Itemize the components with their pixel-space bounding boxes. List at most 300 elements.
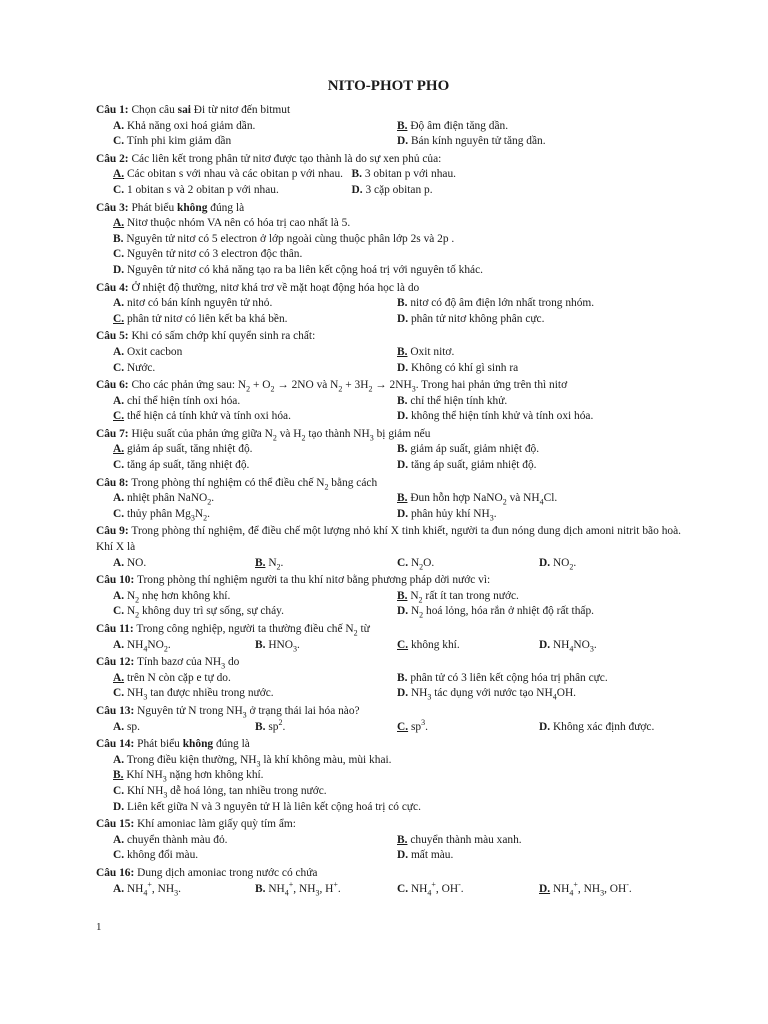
page-title: NITO-PHOT PHO (327, 78, 450, 94)
answer-option (397, 507, 681, 523)
question-stem (96, 427, 681, 443)
text-run: , OH (435, 882, 459, 895)
answer-option (113, 312, 397, 328)
subscript: 4 (427, 887, 432, 897)
superscript: 2 (278, 717, 283, 727)
option-row (113, 768, 681, 784)
option-row (113, 296, 681, 312)
answer-options (96, 833, 681, 864)
option-label-marked: B. (397, 119, 408, 132)
option-label: C. (113, 849, 125, 862)
superscript: + (147, 879, 152, 889)
text-run: NH (410, 687, 428, 700)
answer-option (397, 119, 681, 135)
question (96, 201, 681, 279)
subscript: 4 (539, 497, 544, 507)
text-run: . (593, 638, 597, 651)
answer-option (255, 717, 397, 736)
option-label: C. (397, 556, 409, 569)
text-run: Oxit cacbon (126, 345, 183, 358)
question-stem (96, 201, 681, 217)
subscript: 2 (353, 628, 358, 638)
answer-option (113, 800, 421, 816)
superscript: + (573, 879, 578, 889)
option-label: D. (539, 720, 551, 733)
text-run: → 2NO và N (274, 379, 339, 392)
answer-option (397, 717, 539, 736)
text-run: Tính bazơ của NH (136, 656, 222, 669)
text-run: N (410, 589, 419, 602)
question-list (96, 103, 681, 897)
option-row (113, 263, 681, 279)
option-row (113, 848, 681, 864)
subscript: 2 (324, 481, 329, 491)
option-label: D. (351, 183, 363, 196)
superscript: + (333, 879, 338, 889)
answer-option (539, 638, 681, 654)
answer-option (113, 556, 255, 572)
page-number: 1 (96, 921, 102, 933)
text-run: OH. (556, 687, 577, 700)
subscript: 2 (569, 561, 574, 571)
option-row (113, 345, 681, 361)
text-run: và H (276, 427, 302, 440)
answer-option (397, 491, 681, 507)
text-run: chỉ thể hiện tính oxi hóa. (126, 394, 241, 407)
question (96, 524, 681, 571)
option-label-marked: C. (397, 638, 409, 651)
subscript: 3 (489, 513, 494, 523)
question-stem (96, 737, 681, 753)
option-row (113, 183, 681, 199)
text-run: 3 obitan p với nhau. (364, 168, 456, 181)
text-run: Không có khí gì sinh ra (410, 361, 519, 374)
answer-option (113, 183, 352, 199)
option-label: A. (113, 833, 125, 846)
option-label-marked: B. (397, 345, 408, 358)
text-run: Oxit nitơ. (410, 345, 455, 358)
answer-options (96, 345, 681, 376)
answer-option (397, 879, 539, 898)
text-run: tác dụng với nước tạo NH (431, 687, 553, 700)
question (96, 573, 681, 620)
option-row (113, 638, 681, 654)
bold-text: không (177, 201, 208, 214)
option-label: B. (397, 297, 408, 310)
superscript: - (626, 879, 629, 889)
text-run: thể hiện cả tính khử và tính oxi hóa. (126, 410, 291, 423)
answer-options (96, 442, 681, 473)
text-run: Hiệu suất của phản ứng giữa N (131, 427, 273, 440)
answer-option (397, 409, 681, 425)
subscript: 2 (419, 610, 424, 620)
text-run: N (410, 556, 420, 569)
question (96, 817, 681, 864)
text-run: Ở nhiệt độ thường, nitơ khá trơ về mặt hoạt động hóa học là do (131, 281, 420, 294)
option-label: D. (113, 263, 125, 276)
document-page (96, 72, 681, 899)
text-run: phân hủy khí NH (410, 507, 490, 520)
subscript: 2 (419, 561, 424, 571)
option-label: B. (113, 232, 124, 245)
text-run: phân tử có 3 liên kết cộng hóa trị phân cực. (410, 671, 608, 684)
text-run: không khí. (410, 638, 460, 651)
text-run: 3 cặp obitan p. (365, 183, 433, 196)
text-run: + 3H (342, 379, 369, 392)
option-label: D. (397, 135, 409, 148)
subscript: 3 (242, 710, 247, 720)
option-label: D. (397, 410, 409, 423)
question-stem (96, 524, 681, 555)
question (96, 378, 681, 425)
option-label: A. (113, 753, 125, 766)
option-row (113, 784, 681, 800)
text-run: Dung dịch amoniac trong nước có chứa (137, 866, 318, 879)
option-row (113, 232, 681, 248)
option-label: A. (113, 492, 125, 505)
text-run: Chọn câu (131, 104, 178, 116)
question-stem (96, 622, 681, 638)
option-label: C. (113, 459, 125, 472)
option-label: A. (113, 556, 125, 569)
text-run: Độ âm điện tăng dần. (410, 119, 509, 132)
answer-option (397, 296, 681, 312)
question-number: Câu 4: (96, 281, 129, 294)
text-run: N (410, 605, 420, 618)
option-row (113, 833, 681, 849)
text-run: NO. (126, 556, 147, 569)
answer-option (113, 409, 397, 425)
answer-option (113, 232, 454, 248)
bold-text: sai (177, 104, 191, 116)
question-stem (96, 655, 681, 671)
answer-option (397, 848, 681, 864)
subscript: 3 (315, 887, 320, 897)
text-run: . (282, 720, 286, 733)
text-run: tạo thành NH (305, 427, 370, 440)
text-run: là khí không màu, mùi khai. (260, 753, 392, 766)
text-run: NH (126, 638, 144, 651)
option-row (113, 753, 681, 769)
question-number: Câu 8: (96, 476, 129, 489)
subscript: 2 (270, 384, 275, 394)
text-run: giảm áp suất, tăng nhiệt độ. (126, 443, 253, 456)
answer-option (113, 361, 397, 377)
answer-option (397, 442, 681, 458)
answer-option (397, 686, 681, 702)
option-label: D. (397, 459, 409, 472)
subscript: 2 (135, 595, 140, 605)
question (96, 329, 681, 376)
option-row (113, 394, 681, 410)
text-run: Nitơ thuộc nhóm VA nên có hóa trị cao nhất là 5. (126, 217, 351, 230)
text-run: N (268, 556, 277, 569)
text-run: Nguyên tử nitơ có 3 electron độc thân. (126, 248, 303, 261)
subscript: 2 (276, 561, 281, 571)
text-run: Cho các phản ứng sau: N (131, 379, 247, 392)
option-label-marked: B. (397, 492, 408, 505)
subscript: 4 (143, 887, 148, 897)
option-label: A. (113, 297, 125, 310)
option-row (113, 119, 681, 135)
answer-option (397, 312, 681, 328)
answer-option (397, 833, 681, 849)
text-run: . (167, 638, 171, 651)
text-run: N (126, 605, 136, 618)
question-number: Câu 1: (96, 104, 129, 116)
subscript: 3 (221, 661, 226, 671)
question-stem (96, 573, 681, 589)
text-run: và NH (506, 492, 540, 505)
text-run: NO (573, 638, 590, 651)
text-run: N (194, 507, 204, 520)
option-label-marked: C. (113, 410, 125, 423)
text-run: Liên kết giữa N và 3 nguyên tử H là liên kết cộng hoá trị có cực. (126, 800, 421, 813)
answer-option (113, 848, 397, 864)
option-label: D. (397, 605, 409, 618)
text-run: bị giảm nếu (373, 427, 431, 440)
answer-option (397, 345, 681, 361)
option-row (113, 442, 681, 458)
text-run: 1 obitan s và 2 obitan p với nhau. (126, 183, 279, 196)
question-stem (96, 329, 681, 345)
option-row (113, 686, 681, 702)
subscript: 2 (203, 513, 208, 523)
text-run: Trong phòng thí nghiệm, để điều chế một lượng nhỏ khí X tinh khiết, người ta đun nóng dung dịch amoni nitrit bão hoà. Khí X là (96, 525, 681, 554)
text-run: Khả năng oxi hoá giảm dần. (126, 119, 256, 132)
option-label: A. (113, 345, 125, 358)
answer-options (96, 589, 681, 620)
answer-option (113, 296, 397, 312)
option-row (113, 589, 681, 605)
option-label: D. (397, 507, 409, 520)
text-run: Trong phòng thí nghiệm có thể điều chế N (131, 476, 325, 489)
option-label: A. (113, 720, 125, 733)
option-label: C. (113, 784, 125, 797)
answer-options (96, 717, 681, 736)
option-row (113, 409, 681, 425)
text-run: , OH (604, 882, 627, 895)
text-run: Khi có sấm chớp khí quyển sinh ra chất: (131, 330, 316, 343)
answer-option (113, 638, 255, 654)
text-run: Cl. (543, 492, 558, 505)
subscript: 2 (301, 433, 306, 443)
option-row (113, 312, 681, 328)
option-label: C. (397, 882, 409, 895)
answer-option (113, 345, 397, 361)
answer-option (113, 720, 255, 736)
text-run: , H (319, 882, 334, 895)
option-label: B. (351, 168, 362, 181)
answer-option (397, 671, 681, 687)
question-stem (96, 704, 681, 720)
text-run: . Trong hai phản ứng trên thì nitơ (415, 379, 568, 392)
subscript: 4 (284, 887, 289, 897)
question-stem (96, 378, 681, 394)
option-label: B. (397, 394, 408, 407)
answer-option (113, 167, 352, 183)
option-row (113, 556, 681, 572)
text-run: → 2NH (372, 379, 412, 392)
answer-options (96, 879, 681, 898)
superscript: 3 (421, 717, 426, 727)
question (96, 704, 681, 735)
bold-text: không (182, 738, 214, 751)
answer-option (397, 604, 681, 620)
question-stem (96, 152, 681, 168)
answer-option (255, 556, 397, 572)
option-label: D. (397, 312, 409, 325)
option-label: C. (113, 605, 125, 618)
answer-option (539, 556, 681, 572)
option-row (113, 458, 681, 474)
answer-option (113, 442, 397, 458)
option-row (113, 247, 681, 263)
question-number: Câu 13: (96, 704, 135, 717)
option-label: D. (397, 687, 409, 700)
text-run: . (337, 882, 341, 895)
option-label: C. (113, 248, 125, 261)
option-label-marked: A. (113, 168, 125, 181)
text-run: Khí NH (126, 784, 164, 797)
answer-option (113, 671, 397, 687)
answer-option (539, 879, 681, 898)
subscript: 2 (135, 610, 140, 620)
subscript: 2 (272, 433, 277, 443)
answer-option (397, 361, 681, 377)
text-run: NH (552, 882, 570, 895)
answer-options (96, 671, 681, 702)
answer-option (397, 589, 681, 605)
answer-option (397, 556, 539, 572)
text-run: sp. (126, 720, 140, 733)
text-run: . (211, 492, 215, 505)
option-label: B. (397, 671, 408, 684)
text-run: , NH (577, 882, 601, 895)
text-run: N (126, 589, 136, 602)
text-run: chỉ thể hiện tính khử. (410, 394, 508, 407)
subscript: 2 (502, 497, 507, 507)
text-run: sp (410, 720, 422, 733)
question (96, 655, 681, 702)
option-row (113, 879, 681, 898)
text-run: phân tử nitơ có liên kết ba khá bền. (126, 312, 288, 325)
subscript: 4 (143, 643, 148, 653)
text-run: Các obitan s với nhau và các obitan p với nhau. (126, 168, 344, 181)
text-run: NO (552, 556, 570, 569)
question-number: Câu 16: (96, 866, 135, 879)
option-row (113, 361, 681, 377)
option-label-marked: A. (113, 217, 125, 230)
subscript: 2 (418, 595, 423, 605)
subscript: 2 (207, 497, 212, 507)
text-run: Đi từ nitơ đến bitmut (190, 104, 291, 116)
option-label: B. (397, 443, 408, 456)
subscript: 4 (552, 692, 557, 702)
question-stem (96, 103, 681, 119)
answer-option (113, 134, 397, 150)
answer-option (113, 263, 483, 279)
subscript: 3 (293, 643, 297, 653)
option-label-marked: C. (397, 720, 409, 733)
option-label: B. (255, 720, 266, 733)
answer-option (113, 247, 302, 263)
option-row (113, 800, 681, 816)
subscript: 3 (600, 887, 605, 897)
subscript: 3 (162, 774, 167, 784)
text-run: NO (147, 638, 164, 651)
text-run: dễ hoá lỏng, tan nhiều trong nước. (167, 784, 327, 797)
option-label-marked: A. (113, 671, 125, 684)
answer-option (113, 394, 397, 410)
text-run: . (425, 720, 428, 733)
text-run: Khí NH (126, 769, 163, 782)
option-label-marked: D. (539, 882, 551, 895)
text-run: Nguyên tử N trong NH (137, 704, 243, 717)
text-run: đúng là (207, 201, 245, 214)
text-run: thủy phân Mg (126, 507, 191, 520)
answer-option (113, 491, 397, 507)
text-run: NH (126, 687, 144, 700)
option-row (113, 134, 681, 150)
question (96, 152, 681, 199)
option-label-marked: B. (113, 769, 124, 782)
answer-option (113, 686, 397, 702)
answer-options (96, 216, 681, 278)
answer-option (397, 458, 681, 474)
question (96, 476, 681, 523)
subscript: 3 (163, 790, 168, 800)
answer-option (113, 507, 397, 523)
question-number: Câu 5: (96, 330, 129, 343)
question-number: Câu 3: (96, 201, 129, 214)
option-label-marked: B. (255, 556, 266, 569)
subscript: 4 (569, 887, 574, 897)
option-label-marked: A. (113, 443, 125, 456)
question-number: Câu 10: (96, 574, 135, 587)
option-label: D. (539, 638, 551, 651)
text-run: NH (268, 882, 285, 895)
subscript: 3 (143, 692, 148, 702)
text-run: . (280, 556, 284, 569)
answer-options (96, 638, 681, 654)
answer-option (397, 134, 681, 150)
question-number: Câu 15: (96, 818, 135, 831)
subscript: 2 (338, 384, 343, 394)
option-row (113, 167, 681, 183)
question-stem (96, 817, 681, 833)
text-run: Các liên kết trong phân tử nitơ được tạo thành là do sự xen phủ của: (131, 152, 442, 165)
text-run: giảm áp suất, giảm nhiệt độ. (410, 443, 540, 456)
option-label: B. (255, 638, 266, 651)
question-stem (96, 281, 681, 297)
answer-option (113, 458, 397, 474)
question (96, 737, 681, 815)
question-number: Câu 7: (96, 427, 129, 440)
text-run: do (225, 656, 240, 669)
answer-option (539, 720, 681, 736)
question-number: Câu 11: (96, 623, 134, 635)
text-run: Khí amoniac làm giấy quỳ tím ẩm: (137, 818, 296, 831)
text-run: Đun hỗn hợp NaNO (410, 492, 503, 505)
question-number: Câu 6: (96, 379, 129, 392)
answer-options (96, 556, 681, 572)
text-run: bằng cách (328, 476, 378, 489)
option-label: C. (113, 361, 125, 374)
subscript: 2 (368, 384, 373, 394)
text-run: Phát biểu (137, 738, 183, 751)
question-stem (96, 476, 681, 492)
